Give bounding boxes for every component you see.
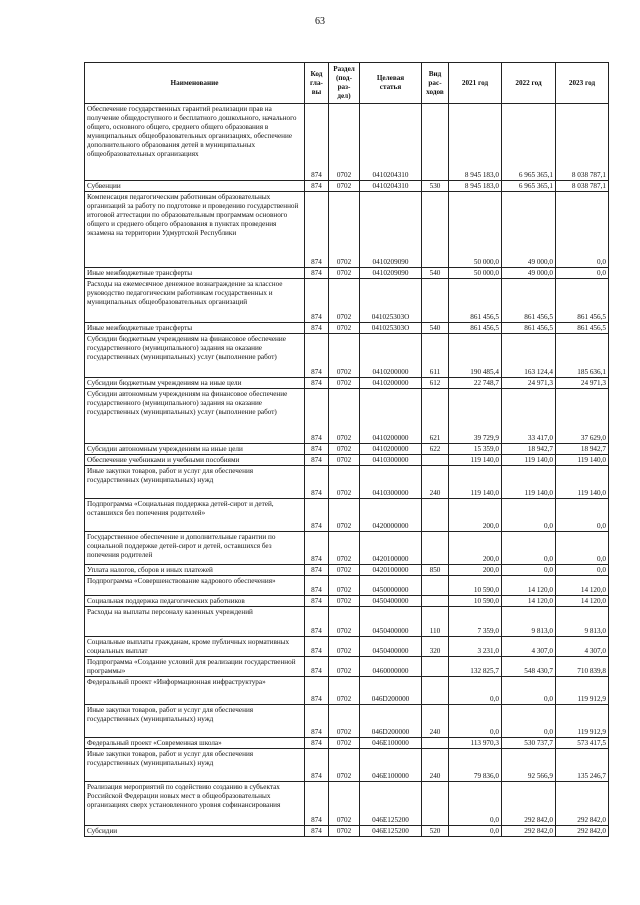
cell-amount-2021: 190 485,4	[449, 334, 502, 378]
cell-ministry-code: 874	[305, 637, 329, 657]
cell-amount-2022: 4 307,0	[502, 637, 556, 657]
cell-name: Субсидии автономным учреждениям на иные цели	[85, 444, 305, 455]
cell-amount-2021: 10 590,0	[449, 576, 502, 596]
cell-name: Расходы на ежемесячное денежное вознаграждение за классное руководство педагогическим работникам государственных и муниципальных общеобразовательных организаций	[85, 279, 305, 323]
cell-target-article: 041025303О	[360, 323, 422, 334]
cell-amount-2023: 18 942,7	[556, 444, 609, 455]
cell-amount-2023: 135 246,7	[556, 749, 609, 782]
cell-amount-2021: 3 231,0	[449, 637, 502, 657]
cell-amount-2022: 49 000,0	[502, 192, 556, 268]
cell-amount-2021: 119 140,0	[449, 455, 502, 466]
header-year-2022: 2022 год	[502, 63, 556, 104]
cell-amount-2022: 0,0	[502, 532, 556, 565]
cell-name: Иные межбюджетные трансферты	[85, 323, 305, 334]
cell-target-article: 0410200000	[360, 389, 422, 444]
cell-section: 0702	[329, 596, 360, 607]
table-row	[85, 596, 609, 607]
cell-ministry-code: 874	[305, 378, 329, 389]
cell-amount-2023: 8 038 787,1	[556, 104, 609, 181]
cell-name: Субсидии бюджетным учреждениям на финансовое обеспечение государственного (муниципального) задания на оказание государственных (муниципальных) услуг (выполнение работ)	[85, 334, 305, 378]
cell-expense-type: 530	[422, 181, 449, 192]
cell-amount-2022: 0,0	[502, 677, 556, 705]
cell-section: 0702	[329, 389, 360, 444]
budget-table	[84, 62, 609, 837]
cell-ministry-code: 874	[305, 738, 329, 749]
cell-expense-type: 240	[422, 749, 449, 782]
cell-name: Иные закупки товаров, работ и услуг для обеспечения государственных (муниципальных) нужд	[85, 749, 305, 782]
cell-amount-2022: 861 456,5	[502, 323, 556, 334]
cell-amount-2023: 292 842,0	[556, 782, 609, 826]
cell-amount-2021: 200,0	[449, 499, 502, 532]
cell-section: 0702	[329, 268, 360, 279]
cell-section: 0702	[329, 657, 360, 677]
cell-amount-2022: 0,0	[502, 565, 556, 576]
cell-amount-2022: 119 140,0	[502, 455, 556, 466]
cell-target-article: 0410300000	[360, 466, 422, 499]
table-row	[85, 826, 609, 837]
cell-expense-type	[422, 455, 449, 466]
cell-amount-2022: 92 566,9	[502, 749, 556, 782]
cell-target-article: 0460000000	[360, 657, 422, 677]
table-header-row	[85, 63, 609, 104]
cell-ministry-code: 874	[305, 565, 329, 576]
header-ministry-code: Код гла- вы	[305, 63, 329, 104]
cell-ministry-code: 874	[305, 268, 329, 279]
table-row	[85, 323, 609, 334]
cell-target-article: 0420000000	[360, 499, 422, 532]
cell-amount-2023: 0,0	[556, 192, 609, 268]
cell-target-article: 041025303О	[360, 279, 422, 323]
cell-expense-type	[422, 576, 449, 596]
cell-expense-type: 612	[422, 378, 449, 389]
cell-amount-2021: 0,0	[449, 705, 502, 738]
cell-name: Федеральный проект «Современная школа»	[85, 738, 305, 749]
cell-amount-2021: 0,0	[449, 826, 502, 837]
cell-target-article: 0450400000	[360, 596, 422, 607]
cell-name: Иные закупки товаров, работ и услуг для обеспечения государственных (муниципальных) нужд	[85, 705, 305, 738]
cell-amount-2023: 24 971,3	[556, 378, 609, 389]
cell-amount-2023: 0,0	[556, 268, 609, 279]
cell-ministry-code: 874	[305, 596, 329, 607]
cell-expense-type	[422, 279, 449, 323]
table-row	[85, 677, 609, 705]
cell-target-article: 0410209090	[360, 192, 422, 268]
cell-name: Реализация мероприятий по содействию созданию в субъектах Российской Федерации новых мест в общеобразовательных организациях сверх установленного уровня софинансирования	[85, 782, 305, 826]
cell-ministry-code: 874	[305, 181, 329, 192]
cell-name: Подпрограмма «Социальная поддержка детей-сирот и детей, оставшихся без попечения родителей»	[85, 499, 305, 532]
table-row	[85, 268, 609, 279]
table-row	[85, 192, 609, 268]
cell-amount-2022: 0,0	[502, 499, 556, 532]
table-row	[85, 104, 609, 181]
cell-amount-2022: 9 813,0	[502, 607, 556, 637]
cell-expense-type: 240	[422, 466, 449, 499]
cell-expense-type: 611	[422, 334, 449, 378]
cell-section: 0702	[329, 705, 360, 738]
cell-target-article: 0410204310	[360, 104, 422, 181]
table-row	[85, 749, 609, 782]
cell-section: 0702	[329, 749, 360, 782]
cell-ministry-code: 874	[305, 657, 329, 677]
cell-amount-2023: 9 813,0	[556, 607, 609, 637]
cell-amount-2022: 6 965 365,1	[502, 104, 556, 181]
cell-expense-type: 110	[422, 607, 449, 637]
cell-ministry-code: 874	[305, 192, 329, 268]
cell-name: Уплата налогов, сборов и иных платежей	[85, 565, 305, 576]
cell-target-article: 0450000000	[360, 576, 422, 596]
cell-amount-2022: 18 942,7	[502, 444, 556, 455]
cell-amount-2023: 0,0	[556, 499, 609, 532]
cell-expense-type	[422, 738, 449, 749]
cell-amount-2022: 163 124,4	[502, 334, 556, 378]
cell-expense-type	[422, 532, 449, 565]
table-row	[85, 499, 609, 532]
cell-amount-2023: 861 456,5	[556, 323, 609, 334]
cell-expense-type: 540	[422, 323, 449, 334]
cell-amount-2021: 132 825,7	[449, 657, 502, 677]
cell-amount-2023: 573 417,5	[556, 738, 609, 749]
cell-ministry-code: 874	[305, 444, 329, 455]
cell-expense-type: 240	[422, 705, 449, 738]
cell-amount-2022: 6 965 365,1	[502, 181, 556, 192]
table-body	[85, 104, 609, 837]
cell-amount-2023: 119 140,0	[556, 455, 609, 466]
cell-amount-2023: 0,0	[556, 565, 609, 576]
cell-target-article: 046E100000	[360, 749, 422, 782]
cell-section: 0702	[329, 334, 360, 378]
cell-ministry-code: 874	[305, 677, 329, 705]
cell-amount-2021: 39 729,9	[449, 389, 502, 444]
table-row	[85, 389, 609, 444]
table-row	[85, 279, 609, 323]
cell-name: Субсидии автономным учреждениям на финансовое обеспечение государственного (муниципального) задания на оказание государственных (муниципальных) услуг (выполнение работ)	[85, 389, 305, 444]
cell-amount-2021: 8 945 183,0	[449, 181, 502, 192]
cell-target-article: 0410200000	[360, 334, 422, 378]
cell-expense-type: 850	[422, 565, 449, 576]
table-row	[85, 705, 609, 738]
table-row	[85, 607, 609, 637]
cell-target-article: 0410300000	[360, 455, 422, 466]
cell-section: 0702	[329, 677, 360, 705]
cell-name: Субсидии	[85, 826, 305, 837]
header-year-2023: 2023 год	[556, 63, 609, 104]
cell-amount-2022: 33 417,0	[502, 389, 556, 444]
cell-amount-2021: 113 970,3	[449, 738, 502, 749]
cell-section: 0702	[329, 738, 360, 749]
table-row	[85, 532, 609, 565]
cell-name: Подпрограмма «Совершенствование кадрового обеспечения»	[85, 576, 305, 596]
cell-amount-2021: 861 456,5	[449, 323, 502, 334]
cell-ministry-code: 874	[305, 576, 329, 596]
cell-section: 0702	[329, 466, 360, 499]
cell-amount-2023: 8 038 787,1	[556, 181, 609, 192]
header-name: Наименование	[85, 63, 305, 104]
cell-target-article: 0410200000	[360, 444, 422, 455]
cell-ministry-code: 874	[305, 782, 329, 826]
cell-target-article: 0420100000	[360, 565, 422, 576]
cell-target-article: 0450400000	[360, 637, 422, 657]
cell-amount-2021: 50 000,0	[449, 268, 502, 279]
cell-amount-2021: 200,0	[449, 532, 502, 565]
cell-target-article: 046E100000	[360, 738, 422, 749]
cell-amount-2023: 710 839,8	[556, 657, 609, 677]
cell-section: 0702	[329, 378, 360, 389]
cell-amount-2021: 0,0	[449, 782, 502, 826]
cell-target-article: 046E125200	[360, 826, 422, 837]
cell-section: 0702	[329, 444, 360, 455]
cell-amount-2023: 37 629,0	[556, 389, 609, 444]
cell-amount-2022: 548 430,7	[502, 657, 556, 677]
cell-name: Социальные выплаты гражданам, кроме публичных нормативных социальных выплат	[85, 637, 305, 657]
cell-expense-type: 520	[422, 826, 449, 837]
cell-target-article: 0410200000	[360, 378, 422, 389]
cell-expense-type	[422, 657, 449, 677]
cell-section: 0702	[329, 532, 360, 565]
table-row	[85, 334, 609, 378]
cell-expense-type	[422, 499, 449, 532]
cell-name: Субсидии бюджетным учреждениям на иные цели	[85, 378, 305, 389]
cell-expense-type: 622	[422, 444, 449, 455]
cell-section: 0702	[329, 607, 360, 637]
cell-amount-2023: 14 120,0	[556, 576, 609, 596]
cell-amount-2023: 0,0	[556, 532, 609, 565]
cell-ministry-code: 874	[305, 323, 329, 334]
cell-amount-2022: 119 140,0	[502, 466, 556, 499]
cell-target-article: 046D200000	[360, 705, 422, 738]
cell-expense-type	[422, 782, 449, 826]
header-section: Раздел (под- раз- дел)	[329, 63, 360, 104]
cell-amount-2022: 292 842,0	[502, 782, 556, 826]
cell-expense-type: 540	[422, 268, 449, 279]
table-row	[85, 576, 609, 596]
cell-section: 0702	[329, 565, 360, 576]
cell-name: Обеспечение учебниками и учебными пособиями	[85, 455, 305, 466]
cell-amount-2022: 530 737,7	[502, 738, 556, 749]
cell-ministry-code: 874	[305, 705, 329, 738]
header-target-article: Целевая статья	[360, 63, 422, 104]
cell-target-article: 0410204310	[360, 181, 422, 192]
cell-section: 0702	[329, 826, 360, 837]
cell-amount-2022: 14 120,0	[502, 596, 556, 607]
cell-section: 0702	[329, 782, 360, 826]
cell-amount-2022: 49 000,0	[502, 268, 556, 279]
cell-ministry-code: 874	[305, 749, 329, 782]
cell-amount-2021: 861 456,5	[449, 279, 502, 323]
table-row	[85, 782, 609, 826]
cell-amount-2021: 7 359,0	[449, 607, 502, 637]
table-row	[85, 455, 609, 466]
cell-amount-2023: 119 140,0	[556, 466, 609, 499]
cell-section: 0702	[329, 279, 360, 323]
cell-name: Расходы на выплаты персоналу казенных учреждений	[85, 607, 305, 637]
cell-section: 0702	[329, 499, 360, 532]
cell-amount-2023: 119 912,9	[556, 705, 609, 738]
cell-amount-2023: 119 912,9	[556, 677, 609, 705]
cell-amount-2023: 4 307,0	[556, 637, 609, 657]
page-number: 63	[315, 16, 325, 27]
cell-amount-2021: 200,0	[449, 565, 502, 576]
cell-amount-2021: 79 836,0	[449, 749, 502, 782]
cell-expense-type: 621	[422, 389, 449, 444]
table-row	[85, 565, 609, 576]
cell-amount-2023: 861 456,5	[556, 279, 609, 323]
cell-name: Иные закупки товаров, работ и услуг для обеспечения государственных (муниципальных) нужд	[85, 466, 305, 499]
cell-section: 0702	[329, 323, 360, 334]
cell-amount-2022: 292 842,0	[502, 826, 556, 837]
cell-target-article: 0420100000	[360, 532, 422, 565]
cell-ministry-code: 874	[305, 389, 329, 444]
cell-amount-2021: 10 590,0	[449, 596, 502, 607]
cell-target-article: 0450400000	[360, 607, 422, 637]
cell-ministry-code: 874	[305, 532, 329, 565]
cell-name: Субвенции	[85, 181, 305, 192]
cell-section: 0702	[329, 455, 360, 466]
cell-ministry-code: 874	[305, 455, 329, 466]
table-row	[85, 181, 609, 192]
cell-amount-2022: 0,0	[502, 705, 556, 738]
cell-ministry-code: 874	[305, 607, 329, 637]
cell-name: Государственное обеспечение и дополнительные гарантии по социальной поддержке детей-сирот и детей, оставшихся без попечения родителей	[85, 532, 305, 565]
cell-expense-type	[422, 677, 449, 705]
cell-amount-2021: 50 000,0	[449, 192, 502, 268]
cell-ministry-code: 874	[305, 334, 329, 378]
cell-expense-type	[422, 104, 449, 181]
cell-ministry-code: 874	[305, 104, 329, 181]
cell-ministry-code: 874	[305, 279, 329, 323]
cell-target-article: 0410209090	[360, 268, 422, 279]
table-row	[85, 466, 609, 499]
cell-amount-2021: 0,0	[449, 677, 502, 705]
table-row	[85, 738, 609, 749]
cell-ministry-code: 874	[305, 466, 329, 499]
cell-name: Подпрограмма «Создание условий для реализации государственной программы»	[85, 657, 305, 677]
table-row	[85, 637, 609, 657]
cell-amount-2021: 119 140,0	[449, 466, 502, 499]
header-year-2021: 2021 год	[449, 63, 502, 104]
cell-section: 0702	[329, 181, 360, 192]
cell-name: Иные межбюджетные трансферты	[85, 268, 305, 279]
cell-amount-2021: 22 748,7	[449, 378, 502, 389]
cell-amount-2023: 292 842,0	[556, 826, 609, 837]
cell-name: Социальная поддержка педагогических работников	[85, 596, 305, 607]
cell-amount-2021: 8 945 183,0	[449, 104, 502, 181]
cell-amount-2022: 861 456,5	[502, 279, 556, 323]
cell-amount-2022: 24 971,3	[502, 378, 556, 389]
cell-expense-type	[422, 192, 449, 268]
cell-amount-2023: 185 636,1	[556, 334, 609, 378]
cell-expense-type: 320	[422, 637, 449, 657]
cell-amount-2022: 14 120,0	[502, 576, 556, 596]
cell-section: 0702	[329, 637, 360, 657]
cell-name: Компенсация педагогическим работникам образовательных организаций за работу по подготовке и проведению государственной итоговой аттестации по образовательным программам основного общего и среднего общего образования в пунктах проведения экзамена на территории Удмуртской Республики	[85, 192, 305, 268]
cell-amount-2023: 14 120,0	[556, 596, 609, 607]
table-row	[85, 378, 609, 389]
header-expense-type: Вид рас- ходов	[422, 63, 449, 104]
cell-ministry-code: 874	[305, 499, 329, 532]
cell-section: 0702	[329, 104, 360, 181]
cell-ministry-code: 874	[305, 826, 329, 837]
cell-section: 0702	[329, 576, 360, 596]
table-row	[85, 657, 609, 677]
cell-expense-type	[422, 596, 449, 607]
cell-name: Федеральный проект «Информационная инфраструктура»	[85, 677, 305, 705]
cell-section: 0702	[329, 192, 360, 268]
table-row	[85, 444, 609, 455]
cell-target-article: 046E125200	[360, 782, 422, 826]
cell-amount-2021: 15 359,0	[449, 444, 502, 455]
cell-name: Обеспечение государственных гарантий реализации прав на получение общедоступного и бесплатного дошкольного, начального общего, основного общего, среднего общего образования в муниципальных общеобразовательных организациях, обеспечение дополнительного образования детей в муниципальных общеобразовательных организациях	[85, 104, 305, 181]
cell-target-article: 046D200000	[360, 677, 422, 705]
